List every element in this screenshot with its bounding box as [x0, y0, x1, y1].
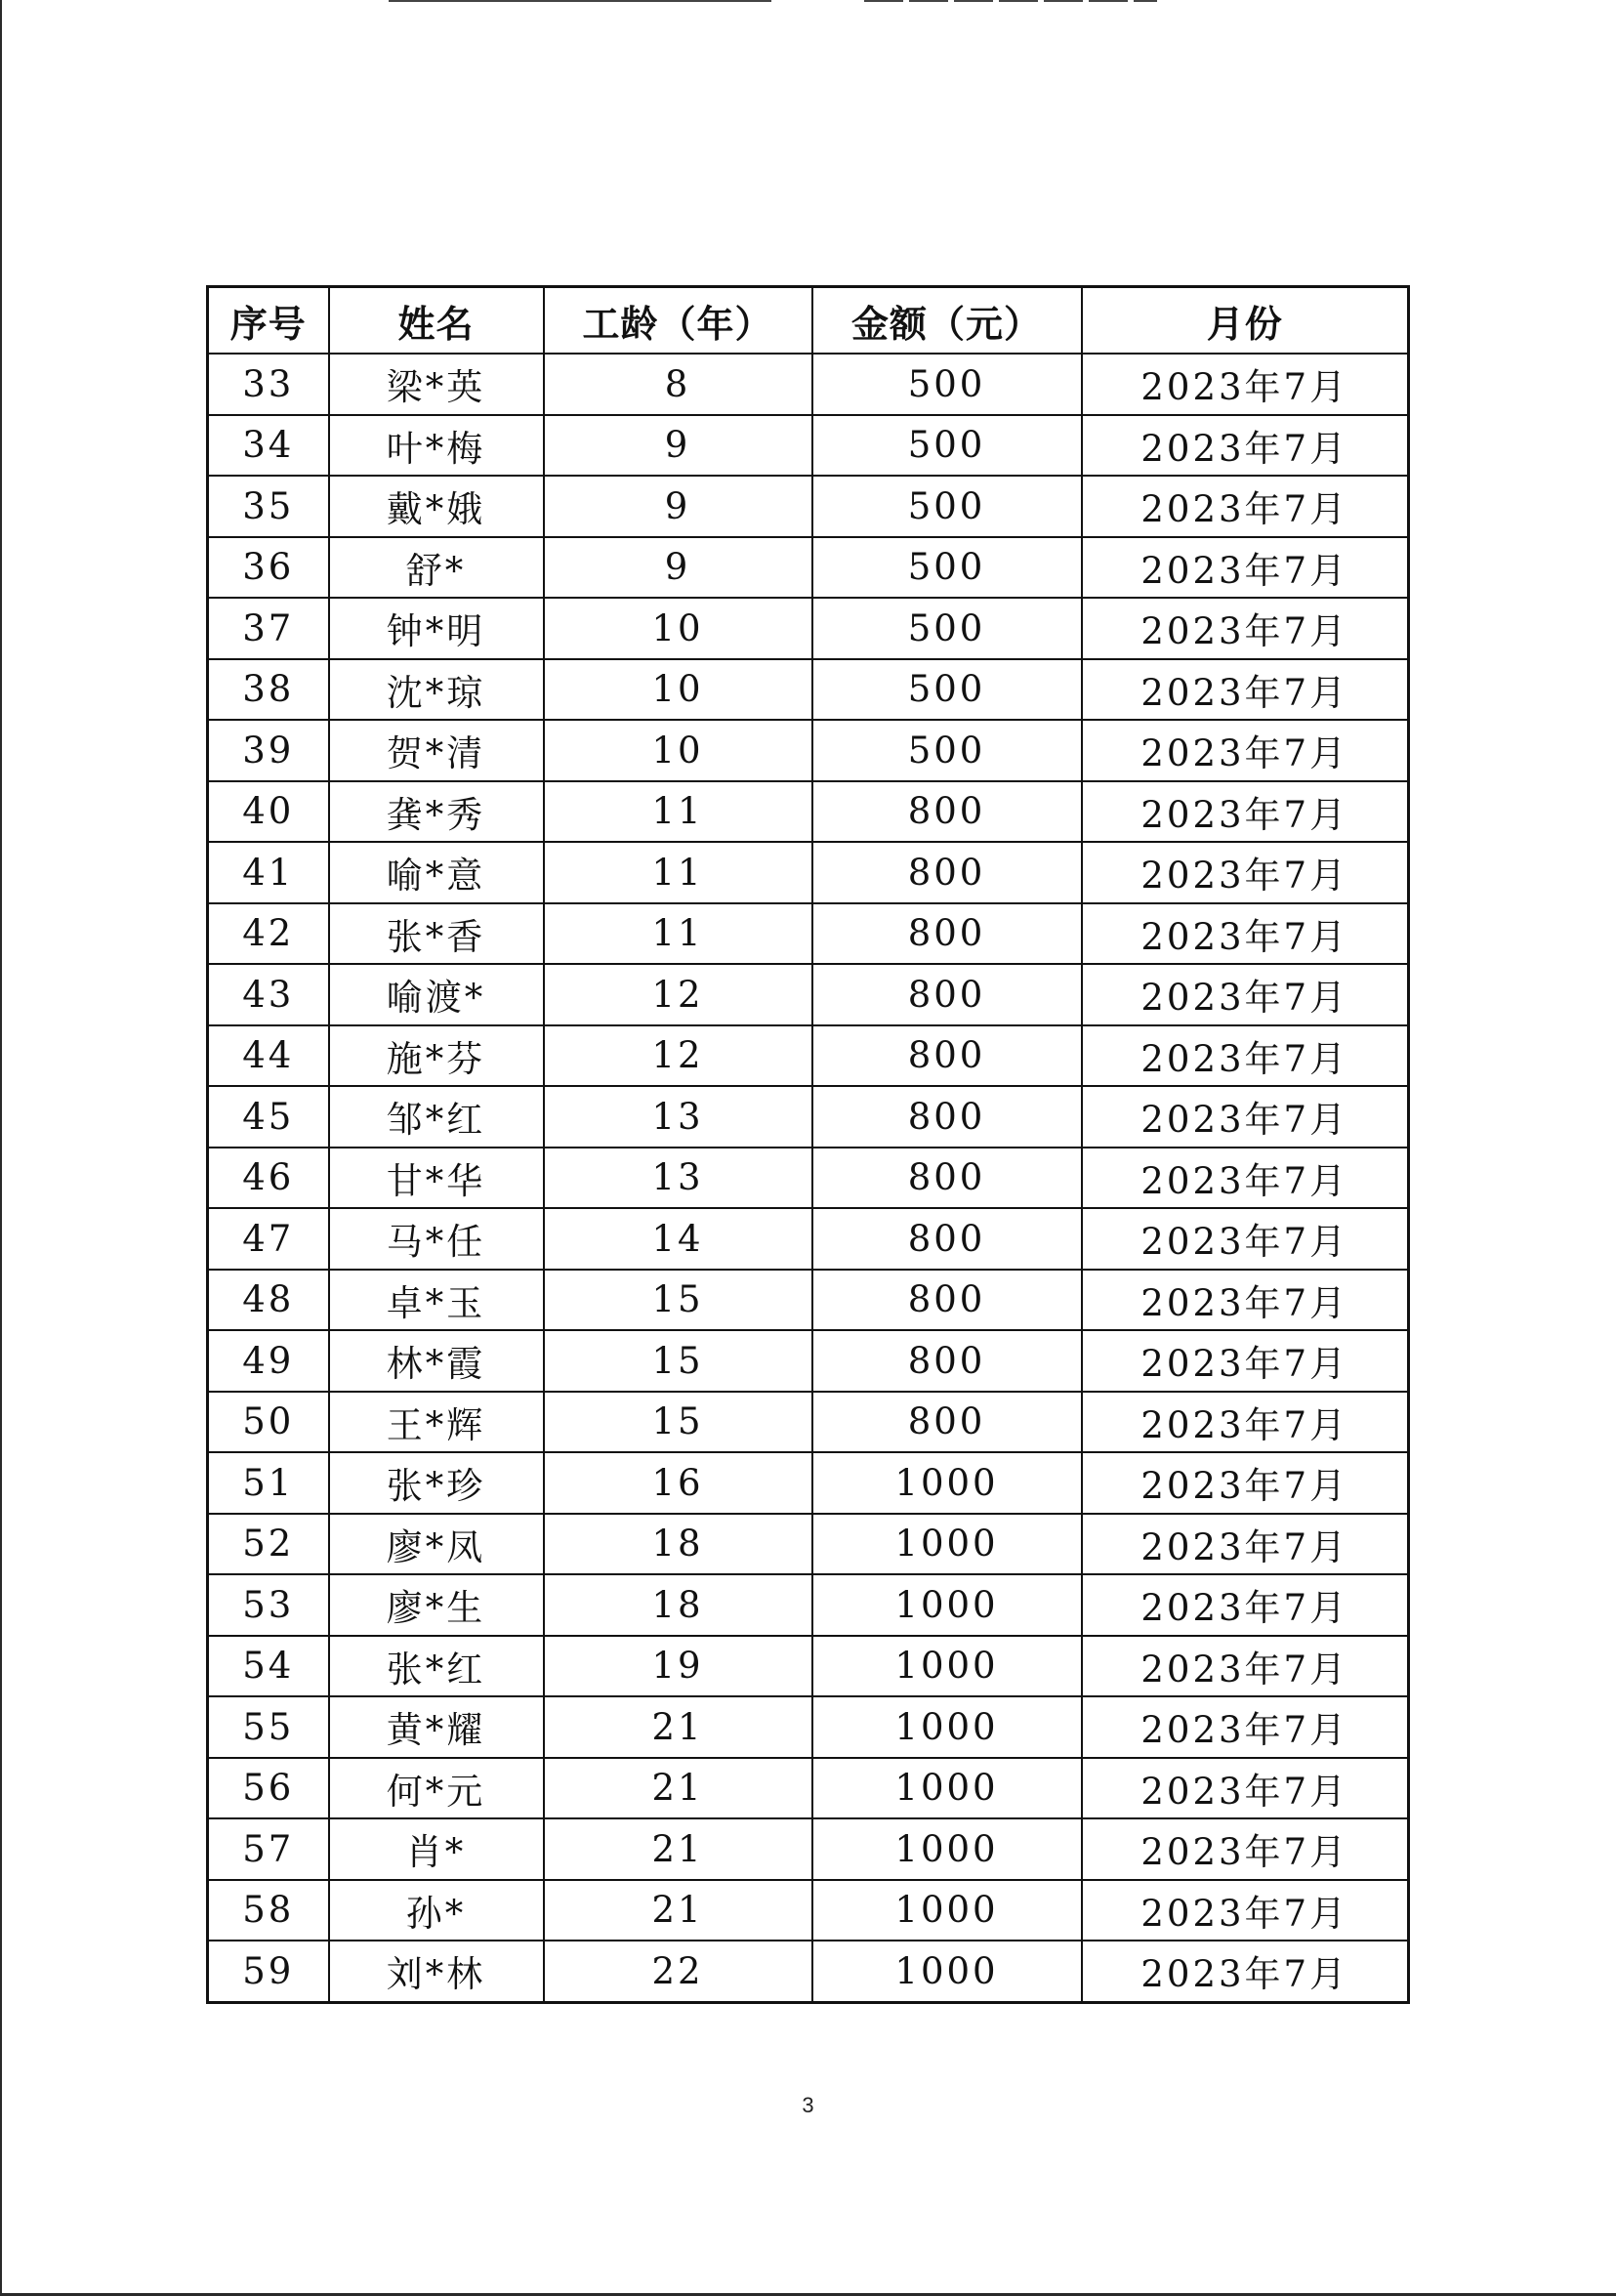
table-header-row: [208, 287, 1409, 355]
cell-name: 刘*林: [329, 1941, 544, 2002]
table-row: [208, 1758, 1409, 1819]
cell-years: 16: [544, 1452, 812, 1514]
table-row: [208, 781, 1409, 843]
cell-month: 2023年7月: [1082, 598, 1409, 659]
cell-name: 梁*英: [329, 354, 544, 415]
cell-years: 9: [544, 415, 812, 477]
cell-index: 34: [208, 415, 329, 477]
cell-years: 10: [544, 720, 812, 781]
table-row: [208, 1208, 1409, 1270]
cell-amount: 800: [812, 964, 1082, 1025]
cell-name: 龚*秀: [329, 781, 544, 843]
cell-years: 11: [544, 903, 812, 965]
cell-name: 施*芬: [329, 1025, 544, 1087]
cell-month: 2023年7月: [1082, 720, 1409, 781]
cell-month: 2023年7月: [1082, 1758, 1409, 1819]
cell-index: 48: [208, 1270, 329, 1331]
cell-years: 15: [544, 1270, 812, 1331]
cell-years: 9: [544, 476, 812, 537]
header-years: 工龄（年）: [544, 287, 812, 355]
table-row: [208, 720, 1409, 781]
cell-index: 57: [208, 1818, 329, 1880]
cell-index: 46: [208, 1148, 329, 1209]
table-row: [208, 659, 1409, 721]
cell-amount: 500: [812, 354, 1082, 415]
cell-amount: 800: [812, 903, 1082, 965]
cell-month: 2023年7月: [1082, 1330, 1409, 1392]
cell-name: 林*霞: [329, 1330, 544, 1392]
cell-name: 喻渡*: [329, 964, 544, 1025]
table-row: [208, 1880, 1409, 1941]
cell-years: 19: [544, 1636, 812, 1697]
cell-month: 2023年7月: [1082, 1880, 1409, 1941]
cell-index: 37: [208, 598, 329, 659]
cell-name: 张*珍: [329, 1452, 544, 1514]
cell-amount: 1000: [812, 1696, 1082, 1758]
cell-index: 39: [208, 720, 329, 781]
cell-years: 10: [544, 659, 812, 721]
cell-name: 甘*华: [329, 1148, 544, 1209]
cell-month: 2023年7月: [1082, 476, 1409, 537]
cell-amount: 500: [812, 476, 1082, 537]
table-row: [208, 476, 1409, 537]
cell-amount: 800: [812, 1270, 1082, 1331]
cell-name: 肖*: [329, 1818, 544, 1880]
table-row: [208, 1636, 1409, 1697]
cell-index: 53: [208, 1574, 329, 1636]
cell-years: 15: [544, 1330, 812, 1392]
header-rule-right: [864, 0, 1157, 2]
cell-index: 47: [208, 1208, 329, 1270]
cell-years: 21: [544, 1758, 812, 1819]
cell-index: 38: [208, 659, 329, 721]
cell-month: 2023年7月: [1082, 1574, 1409, 1636]
cell-years: 14: [544, 1208, 812, 1270]
cell-amount: 500: [812, 659, 1082, 721]
scan-border-left: [0, 0, 2, 2296]
cell-amount: 1000: [812, 1818, 1082, 1880]
cell-month: 2023年7月: [1082, 1636, 1409, 1697]
cell-years: 9: [544, 537, 812, 599]
table-row: [208, 1086, 1409, 1148]
cell-amount: 800: [812, 842, 1082, 903]
table-row: [208, 1148, 1409, 1209]
cell-years: 15: [544, 1392, 812, 1453]
cell-month: 2023年7月: [1082, 1392, 1409, 1453]
cell-years: 12: [544, 964, 812, 1025]
cell-amount: 1000: [812, 1574, 1082, 1636]
cell-month: 2023年7月: [1082, 1270, 1409, 1331]
cell-month: 2023年7月: [1082, 842, 1409, 903]
cell-month: 2023年7月: [1082, 1452, 1409, 1514]
cell-years: 12: [544, 1025, 812, 1087]
cell-amount: 1000: [812, 1758, 1082, 1819]
cell-month: 2023年7月: [1082, 537, 1409, 599]
cell-amount: 800: [812, 1086, 1082, 1148]
cell-amount: 800: [812, 1330, 1082, 1392]
cell-month: 2023年7月: [1082, 354, 1409, 415]
cell-name: 廖*凤: [329, 1514, 544, 1575]
subsidy-table: [206, 285, 1410, 2004]
cell-index: 40: [208, 781, 329, 843]
cell-amount: 1000: [812, 1452, 1082, 1514]
cell-amount: 800: [812, 1208, 1082, 1270]
cell-years: 10: [544, 598, 812, 659]
header-amount: 金额（元）: [812, 287, 1082, 355]
cell-month: 2023年7月: [1082, 1941, 1409, 2002]
cell-name: 孙*: [329, 1880, 544, 1941]
cell-index: 51: [208, 1452, 329, 1514]
cell-index: 58: [208, 1880, 329, 1941]
cell-name: 喻*意: [329, 842, 544, 903]
cell-name: 邹*红: [329, 1086, 544, 1148]
cell-amount: 800: [812, 1148, 1082, 1209]
cell-month: 2023年7月: [1082, 659, 1409, 721]
cell-month: 2023年7月: [1082, 1025, 1409, 1087]
cell-amount: 800: [812, 1392, 1082, 1453]
cell-years: 18: [544, 1574, 812, 1636]
cell-amount: 500: [812, 598, 1082, 659]
table-body: [208, 354, 1409, 2002]
cell-years: 21: [544, 1696, 812, 1758]
cell-years: 21: [544, 1818, 812, 1880]
cell-years: 18: [544, 1514, 812, 1575]
cell-index: 33: [208, 354, 329, 415]
cell-years: 13: [544, 1148, 812, 1209]
cell-years: 21: [544, 1880, 812, 1941]
cell-name: 贺*清: [329, 720, 544, 781]
table-row: [208, 1270, 1409, 1331]
cell-month: 2023年7月: [1082, 1086, 1409, 1148]
table-row: [208, 1392, 1409, 1453]
cell-month: 2023年7月: [1082, 1208, 1409, 1270]
cell-index: 36: [208, 537, 329, 599]
table-row: [208, 598, 1409, 659]
table-row: [208, 1818, 1409, 1880]
cell-month: 2023年7月: [1082, 1148, 1409, 1209]
table-row: [208, 1514, 1409, 1575]
table-row: [208, 1574, 1409, 1636]
cell-index: 50: [208, 1392, 329, 1453]
header-rule-left: [389, 0, 771, 2]
cell-name: 叶*梅: [329, 415, 544, 477]
cell-name: 张*红: [329, 1636, 544, 1697]
cell-amount: 500: [812, 537, 1082, 599]
table-row: [208, 415, 1409, 477]
table-row: [208, 537, 1409, 599]
cell-years: 13: [544, 1086, 812, 1148]
cell-index: 52: [208, 1514, 329, 1575]
cell-years: 8: [544, 354, 812, 415]
cell-amount: 1000: [812, 1636, 1082, 1697]
cell-index: 49: [208, 1330, 329, 1392]
cell-name: 黄*耀: [329, 1696, 544, 1758]
cell-years: 11: [544, 842, 812, 903]
cell-index: 44: [208, 1025, 329, 1087]
table-row: [208, 1452, 1409, 1514]
cell-month: 2023年7月: [1082, 1818, 1409, 1880]
cell-name: 沈*琼: [329, 659, 544, 721]
cell-name: 何*元: [329, 1758, 544, 1819]
cell-name: 戴*娥: [329, 476, 544, 537]
cell-amount: 500: [812, 415, 1082, 477]
cell-index: 42: [208, 903, 329, 965]
cell-name: 张*香: [329, 903, 544, 965]
cell-years: 11: [544, 781, 812, 843]
table-row: [208, 1696, 1409, 1758]
cell-amount: 1000: [812, 1514, 1082, 1575]
cell-name: 钟*明: [329, 598, 544, 659]
cell-years: 22: [544, 1941, 812, 2002]
table-row: [208, 1330, 1409, 1392]
cell-name: 舒*: [329, 537, 544, 599]
page-number: 3: [802, 2093, 814, 2117]
table-row: [208, 842, 1409, 903]
cell-name: 王*辉: [329, 1392, 544, 1453]
cell-month: 2023年7月: [1082, 1514, 1409, 1575]
table-row: [208, 1025, 1409, 1087]
header-index: 序号: [208, 287, 329, 355]
cell-amount: 1000: [812, 1880, 1082, 1941]
cell-month: 2023年7月: [1082, 781, 1409, 843]
cell-name: 马*任: [329, 1208, 544, 1270]
cell-index: 41: [208, 842, 329, 903]
cell-name: 卓*玉: [329, 1270, 544, 1331]
cell-index: 55: [208, 1696, 329, 1758]
cell-index: 45: [208, 1086, 329, 1148]
table-row: [208, 903, 1409, 965]
cell-month: 2023年7月: [1082, 903, 1409, 965]
table-row: [208, 964, 1409, 1025]
cell-index: 43: [208, 964, 329, 1025]
cell-month: 2023年7月: [1082, 1696, 1409, 1758]
cell-name: 廖*生: [329, 1574, 544, 1636]
header-name: 姓名: [329, 287, 544, 355]
table-row: [208, 354, 1409, 415]
cell-index: 54: [208, 1636, 329, 1697]
cell-amount: 800: [812, 781, 1082, 843]
cell-index: 56: [208, 1758, 329, 1819]
cell-index: 59: [208, 1941, 329, 2002]
table-row: [208, 1941, 1409, 2002]
cell-month: 2023年7月: [1082, 415, 1409, 477]
cell-amount: 1000: [812, 1941, 1082, 2002]
header-month: 月份: [1082, 287, 1409, 355]
cell-amount: 800: [812, 1025, 1082, 1087]
cell-month: 2023年7月: [1082, 964, 1409, 1025]
cell-index: 35: [208, 476, 329, 537]
cell-amount: 500: [812, 720, 1082, 781]
